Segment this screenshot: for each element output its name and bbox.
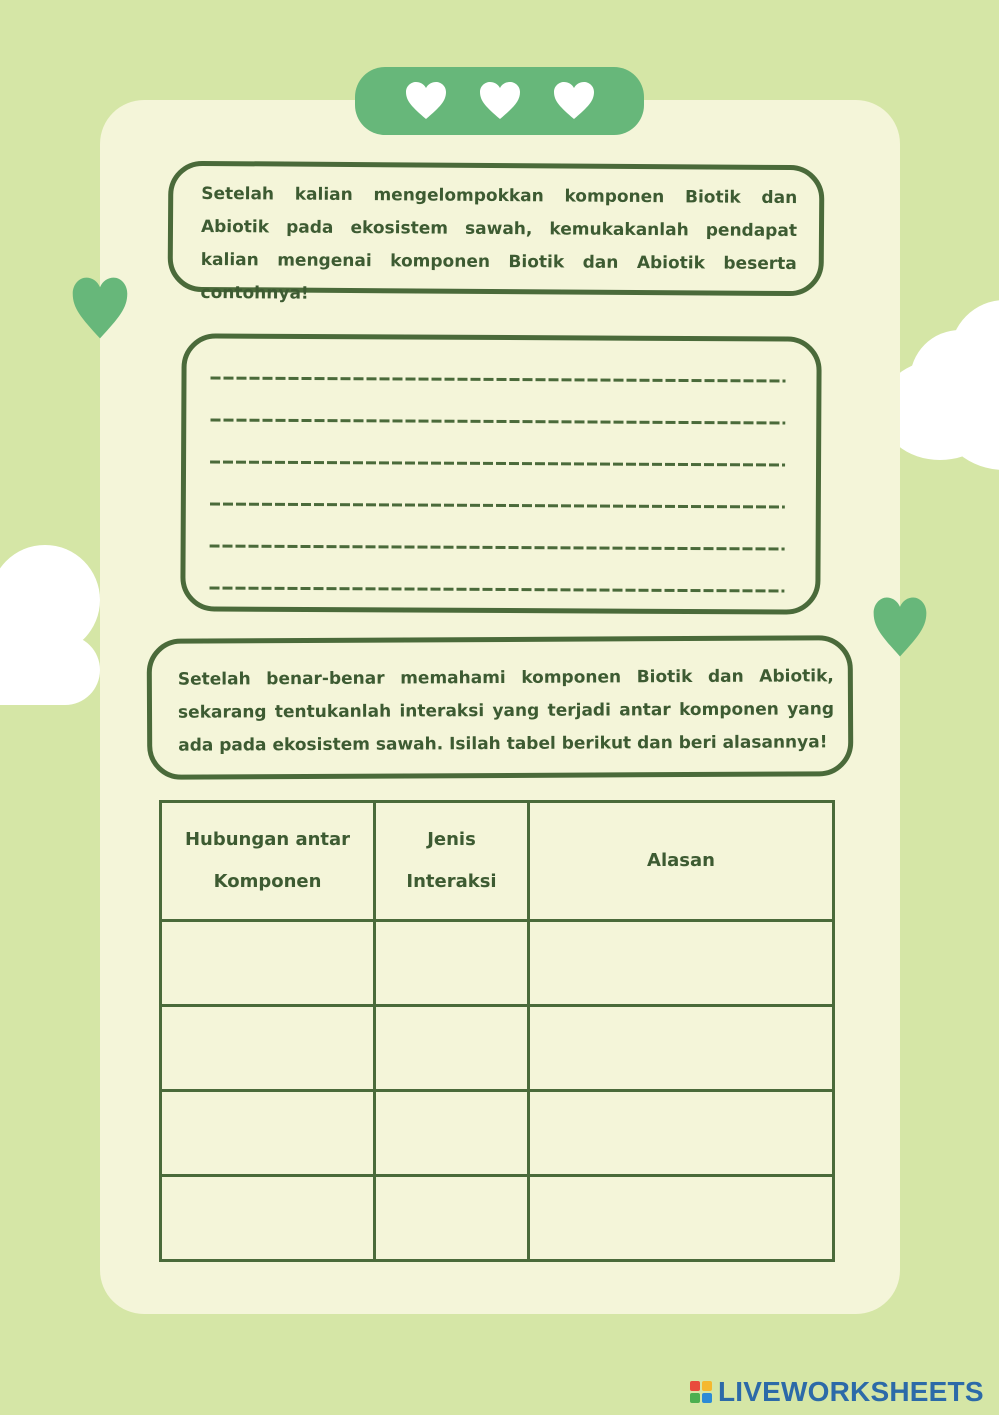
table-cell[interactable] [529,1006,834,1091]
logo-text: LIVEWORKSHEETS [718,1376,984,1407]
heart-icon [478,81,522,121]
table-cell[interactable] [375,1091,529,1176]
table-cell[interactable] [161,921,375,1006]
table-cell[interactable] [161,1176,375,1261]
instruction-text-2: Setelah benar-benar memahami komponen Biotik dan Abiotik, sekarang tentukanlah interaksi yang terjadi antar komponen yang ada pada ekosistem sawah. Isilah tabel berikut dan beri alasannya! [177,666,835,756]
table-header-row [161,802,834,921]
liveworksheets-logo [690,1377,984,1407]
table-cell[interactable] [529,1091,834,1176]
instruction-box-1 [168,161,825,304]
instruction-text-1: Setelah kalian mengelompokkan komponen Biotik dan Abiotik pada ekosistem sawah, kemukakanlah pendapat kalian mengenai komponen Biotik dan Abiotik beserta contohnya! [200,183,798,304]
table-cell[interactable] [529,921,834,1006]
table-cell[interactable] [375,1006,529,1091]
answer-line[interactable] [210,484,785,529]
instruction-box-2 [147,635,854,780]
table-cell[interactable] [161,1091,375,1176]
answer-line[interactable] [210,526,785,571]
answer-line[interactable] [210,442,785,487]
heart-icon [871,596,929,658]
heart-icon [70,276,130,340]
heart-icon [552,81,596,121]
answer-line[interactable] [209,568,784,613]
header-hubungan: Hubungan antar Komponen [161,802,375,921]
answer-line[interactable] [210,358,785,403]
interaction-table [159,800,835,1262]
answer-box[interactable] [180,333,821,614]
table-cell[interactable] [375,921,529,1006]
table-cell[interactable] [375,1176,529,1261]
table-row [161,1176,834,1261]
logo-mark-icon [690,1381,712,1403]
table-row [161,1091,834,1176]
header-tab [355,67,644,135]
header-alasan: Alasan [529,802,834,921]
table-row [161,1006,834,1091]
heart-icon [404,81,448,121]
table-row [161,921,834,1006]
table-cell[interactable] [161,1006,375,1091]
answer-line[interactable] [210,400,785,445]
table-cell[interactable] [529,1176,834,1261]
header-jenis-interaksi: Jenis Interaksi [375,802,529,921]
